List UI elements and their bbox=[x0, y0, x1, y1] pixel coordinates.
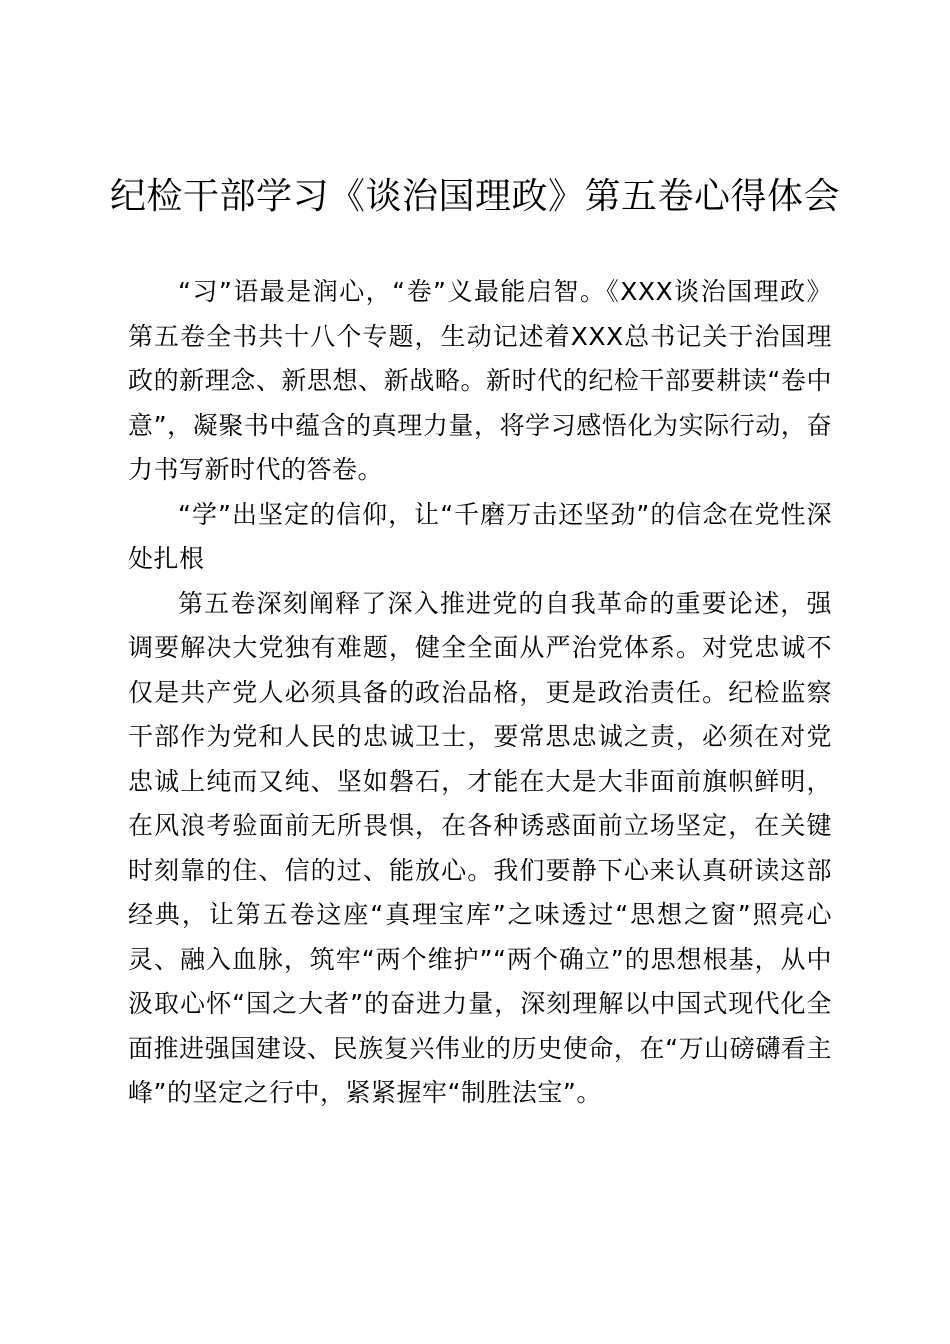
paragraph-intro: “习”语最是润心，“卷”义最能启智。《XXX谈治国理政》第五卷全书共十八个专题，生动记述着XXX总书记关于治国理政的新理念、新思想、新战略。新时代的纪检干部要耕读“卷中意”，凝聚书中蕴含的真理力量，将学习感悟化为实际行动，奋力书写新时代的答卷。 bbox=[128, 277, 832, 484]
document-body bbox=[128, 270, 832, 1116]
paragraph-body: 第五卷深刻阐释了深入推进党的自我革命的重要论述，强调要解决大党独有难题，健全全面从严治党体系。对党忠诚不仅是共产党人必须具备的政治品格，更是政治责任。纪检监察干部作为党和人民的忠诚卫士，要常思忠诚之责，必须在对党忠诚上纯而又纯、坚如磐石，才能在大是大非面前旗帜鲜明，在风浪考验面前无所畏惧，在各种诱惑面前立场坚定，在关键时刻靠的住、信的过、能放心。我们要静下心来认真研读这部经典，让第五卷这座“真理宝库”之味透过“思想之窗”照亮心灵、融入血脉，筑牢“两个维护”“两个确立”的思想根基，从中汲取心怀“国之大者”的奋进力量，深刻理解以中国式现代化全面推进强国建设、民族复兴伟业的历史使命，在“万山磅礴看主峰”的坚定之行中，紧紧握牢“制胜法宝”。 bbox=[128, 588, 832, 1107]
document-title: 纪检干部学习《谈治国理政》第五卷心得体会 bbox=[109, 176, 840, 217]
paragraph-subheading: “学”出坚定的信仰，让“千磨万击还坚劲”的信念在党性深处扎根 bbox=[128, 499, 832, 573]
